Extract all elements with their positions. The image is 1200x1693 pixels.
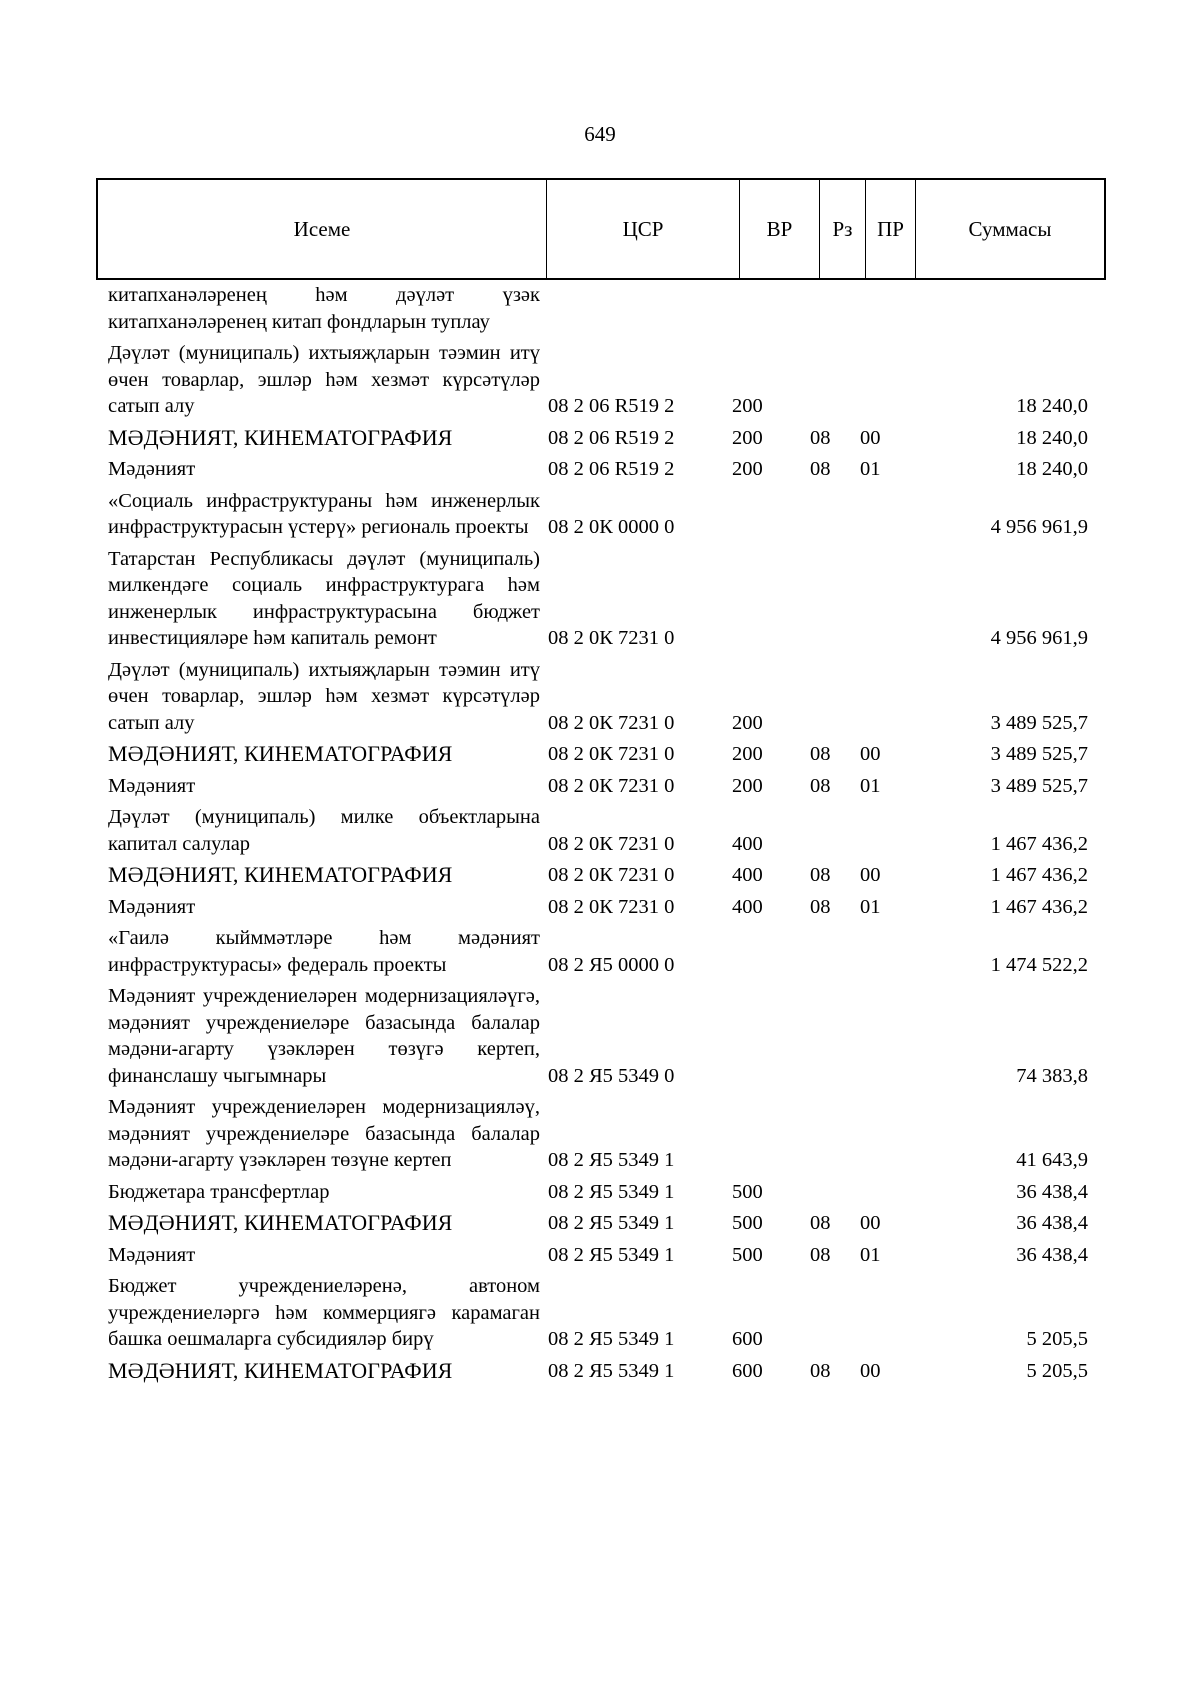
table-body bbox=[108, 282, 1108, 1389]
row-name: «Социаль инфраструктураны һәм инженерлык инфраструктурасын үстерү» региональ проекты bbox=[108, 489, 540, 538]
row-csr: 08 2 Я5 5349 1 bbox=[548, 1243, 675, 1266]
row-sum: 1 467 436,2 bbox=[990, 895, 1088, 918]
row-sum: 5 205,5 bbox=[1026, 1359, 1088, 1382]
row-rz: 08 bbox=[810, 895, 831, 918]
row-sum: 36 438,4 bbox=[1016, 1212, 1088, 1234]
row-sum: 1 467 436,2 bbox=[990, 864, 1088, 886]
table-row bbox=[108, 862, 1108, 889]
row-sum: 4 956 961,9 bbox=[990, 516, 1088, 538]
row-pr: 01 bbox=[860, 458, 881, 480]
table-row bbox=[108, 456, 1108, 483]
table-row bbox=[108, 1210, 1108, 1237]
row-pr: 00 bbox=[860, 743, 881, 765]
row-vr: 200 bbox=[732, 458, 763, 480]
table-row bbox=[108, 1273, 1108, 1353]
row-sum: 3 489 525,7 bbox=[990, 711, 1088, 734]
row-pr: 00 bbox=[860, 1212, 881, 1234]
row-csr: 08 2 Я5 5349 1 bbox=[548, 1359, 675, 1382]
table-row bbox=[108, 657, 1108, 737]
row-rz: 08 bbox=[810, 458, 831, 480]
row-sum: 36 438,4 bbox=[1016, 1243, 1088, 1266]
row-rz: 08 bbox=[810, 774, 831, 797]
row-csr: 08 2 0К 7231 0 bbox=[548, 895, 675, 918]
row-sum: 74 383,8 bbox=[1016, 1064, 1088, 1087]
row-sum: 18 240,0 bbox=[1016, 426, 1088, 449]
table-row bbox=[108, 1179, 1108, 1206]
row-name: Мәдәният bbox=[108, 774, 196, 797]
row-sum: 4 956 961,9 bbox=[990, 627, 1088, 649]
row-csr: 08 2 Я5 0000 0 bbox=[548, 953, 675, 976]
row-name: Мәдәният учреждениеләрен модернизацияләү, мәдәният учреждениеләре базасында балалар мәдәни-агарту үзәкләрен төзүне кертеп bbox=[108, 1096, 540, 1171]
row-name: Татарстан Республикасы дәүләт (муниципаль) милкендәге социаль инфраструктурага һәм инженерлык инфраструктурасына бюджет инвестицияләре һәм капиталь ремонт bbox=[108, 547, 540, 649]
row-pr: 01 bbox=[860, 895, 881, 918]
row-rz: 08 bbox=[810, 1212, 831, 1234]
table-row bbox=[108, 804, 1108, 857]
row-csr: 08 2 0К 7231 0 bbox=[548, 774, 675, 797]
row-rz: 08 bbox=[810, 1243, 831, 1266]
table-row bbox=[108, 1358, 1108, 1385]
row-vr: 200 bbox=[732, 395, 763, 417]
row-vr: 400 bbox=[732, 832, 763, 855]
table-row bbox=[108, 741, 1108, 768]
row-rz: 08 bbox=[810, 743, 831, 765]
row-name: Мәдәният учреждениеләрен модернизацияләүгә, мәдәният учреждениеләре базасында балалар мәдәни-агарту үзәкләрен төзүгә кертеп, финанслашу чыгымнары bbox=[108, 985, 540, 1087]
row-csr: 08 2 0К 7231 0 bbox=[548, 743, 675, 765]
table-row bbox=[108, 488, 1108, 541]
table-row bbox=[108, 773, 1108, 800]
row-vr: 200 bbox=[732, 774, 763, 797]
row-vr: 200 bbox=[732, 743, 763, 765]
table-row bbox=[108, 425, 1108, 452]
row-name: Дәүләт (муниципаль) милке объектларына капитал салулар bbox=[108, 806, 540, 855]
row-pr: 00 bbox=[860, 426, 881, 449]
table-row bbox=[108, 983, 1108, 1089]
row-vr: 400 bbox=[732, 864, 763, 886]
row-name: МӘДӘНИЯТ, КИНЕМАТОГРАФИЯ bbox=[108, 741, 453, 766]
table-row bbox=[108, 340, 1108, 420]
row-vr: 500 bbox=[732, 1180, 763, 1203]
row-name: Бюджетара трансфертлар bbox=[108, 1180, 330, 1203]
row-sum: 1 467 436,2 bbox=[990, 832, 1088, 855]
row-name: «Гаилә кыйммәтләре һәм мәдәният инфраструктурасы» федераль проекты bbox=[108, 927, 540, 976]
row-csr: 08 2 0К 7231 0 bbox=[548, 711, 675, 734]
row-csr: 08 2 06 R519 2 bbox=[548, 458, 675, 480]
row-csr: 08 2 0К 0000 0 bbox=[548, 516, 675, 538]
row-csr: 08 2 Я5 5349 1 bbox=[548, 1180, 675, 1203]
table-row bbox=[108, 1242, 1108, 1269]
row-pr: 01 bbox=[860, 774, 881, 797]
row-sum: 18 240,0 bbox=[1016, 458, 1088, 480]
header-name: Исеме bbox=[98, 180, 547, 278]
table-row bbox=[108, 1094, 1108, 1174]
row-pr: 00 bbox=[860, 1359, 881, 1382]
row-sum: 3 489 525,7 bbox=[990, 774, 1088, 797]
row-csr: 08 2 Я5 5349 0 bbox=[548, 1064, 675, 1087]
row-vr: 200 bbox=[732, 426, 763, 449]
table-row bbox=[108, 925, 1108, 978]
row-sum: 18 240,0 bbox=[1016, 395, 1088, 417]
row-name: Бюджет учреждениеләренә, автоном учреждениеләргә һәм коммерциягә карамаган башка оешмаларга субсидияләр бирү bbox=[108, 1275, 540, 1350]
row-pr: 00 bbox=[860, 864, 881, 886]
table-row bbox=[108, 546, 1108, 652]
row-name: МӘДӘНИЯТ, КИНЕМАТОГРАФИЯ bbox=[108, 1210, 453, 1235]
row-csr: 08 2 06 R519 2 bbox=[548, 426, 675, 449]
row-sum: 1 474 522,2 bbox=[990, 953, 1088, 976]
row-csr: 08 2 0К 7231 0 bbox=[548, 627, 675, 649]
row-csr: 08 2 06 R519 2 bbox=[548, 395, 675, 417]
row-vr: 500 bbox=[732, 1212, 763, 1234]
row-rz: 08 bbox=[810, 1359, 831, 1382]
header-rz: Рз bbox=[820, 180, 866, 278]
row-csr: 08 2 0К 7231 0 bbox=[548, 864, 675, 886]
row-csr: 08 2 Я5 5349 1 bbox=[548, 1328, 675, 1350]
row-vr: 400 bbox=[732, 895, 763, 918]
row-vr: 600 bbox=[732, 1359, 763, 1382]
row-csr: 08 2 Я5 5349 1 bbox=[548, 1212, 675, 1234]
header-vr: ВР bbox=[740, 180, 820, 278]
table-header bbox=[96, 178, 1106, 280]
row-name: Мәдәният bbox=[108, 458, 196, 480]
row-name: МӘДӘНИЯТ, КИНЕМАТОГРАФИЯ bbox=[108, 424, 453, 450]
row-vr: 500 bbox=[732, 1243, 763, 1266]
table-row bbox=[108, 894, 1108, 921]
row-csr: 08 2 Я5 5349 1 bbox=[548, 1149, 675, 1171]
row-name: китапханәләренең һәм дәүләт үзәк китапханәләренең китап фондларын туплау bbox=[108, 284, 540, 333]
row-sum: 41 643,9 bbox=[1016, 1149, 1088, 1171]
row-pr: 01 bbox=[860, 1243, 881, 1266]
row-vr: 600 bbox=[732, 1328, 763, 1350]
row-sum: 5 205,5 bbox=[1026, 1328, 1088, 1350]
row-sum: 3 489 525,7 bbox=[990, 743, 1088, 765]
row-name: Дәүләт (муниципаль) ихтыяҗларын тәэмин итү өчен товарлар, эшләр һәм хезмәт күрсәтүләр сатып алу bbox=[108, 342, 540, 417]
row-name: МӘДӘНИЯТ, КИНЕМАТОГРАФИЯ bbox=[108, 862, 453, 887]
page-number: 649 bbox=[584, 122, 616, 146]
row-sum: 36 438,4 bbox=[1016, 1180, 1088, 1203]
row-vr: 200 bbox=[732, 711, 763, 734]
header-pr: ПР bbox=[866, 180, 916, 278]
row-name: Дәүләт (муниципаль) ихтыяҗларын тәэмин итү өчен товарлар, эшләр һәм хезмәт күрсәтүләр сатып алу bbox=[108, 658, 540, 734]
table-row bbox=[108, 282, 1108, 335]
row-name: МӘДӘНИЯТ, КИНЕМАТОГРАФИЯ bbox=[108, 1357, 453, 1383]
row-name: Мәдәният bbox=[108, 1243, 196, 1266]
row-csr: 08 2 0К 7231 0 bbox=[548, 832, 675, 855]
row-name: Мәдәният bbox=[108, 895, 196, 918]
row-rz: 08 bbox=[810, 864, 831, 886]
row-rz: 08 bbox=[810, 426, 831, 449]
header-sum: Суммасы bbox=[968, 216, 1052, 241]
header-csr: ЦСР bbox=[547, 180, 740, 278]
